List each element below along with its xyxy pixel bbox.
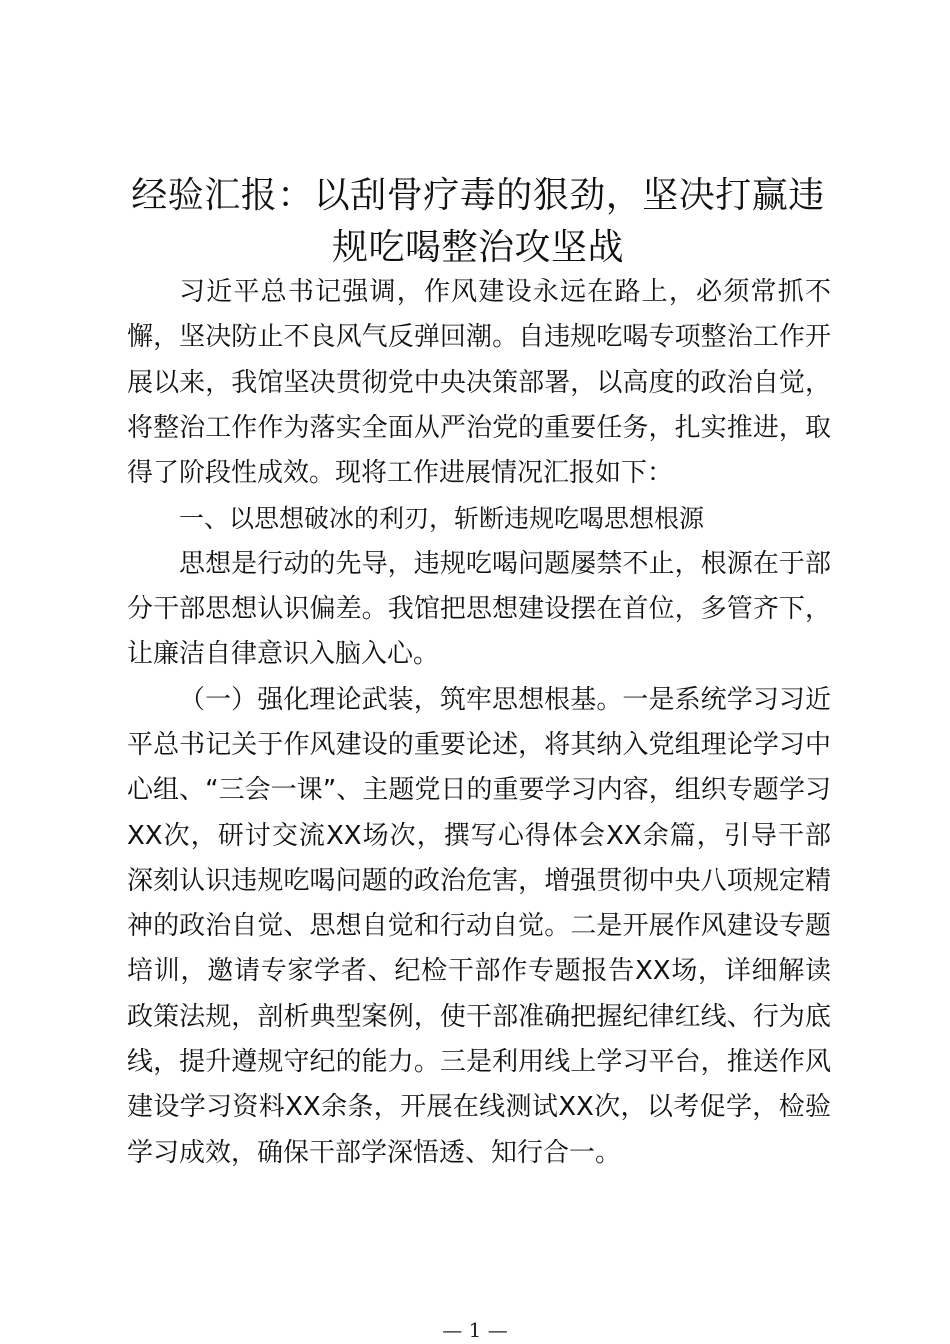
document-body <box>127 270 831 1176</box>
subsection-paragraph: （一）强化理论武装，筑牢思想根基。一是系统学习习近平总书记关于作风建设的重要论述，将其纳入党组理论学习中心组、“三会一课”、主题党日的重要学习内容，组织专题学习XX次，研讨交流XX场次，撰写心得体会XX余篇，引导干部深刻认识违规吃喝问题的政治危害，增强贯彻中央八项规定精神的政治自觉、思想自觉和行动自觉。二是开展作风建设专题培训，邀请专家学者、纪检干部作专题报告XX场，详细解读政策法规，剖析典型案例，使干部准确把握纪律红线、行为底线，提升遵规守纪的能力。三是利用线上学习平台，推送作风建设学习资料XX余条，开展在线测试XX次，以考促学，检验学习成效，确保干部学深悟透、知行合一。 <box>127 684 831 1168</box>
section-heading: 一、以思想破冰的利刃，斩断违规吃喝思想根源 <box>179 504 705 534</box>
intro-paragraph: 习近平总书记强调，作风建设永远在路上，必须常抓不懈，坚决防止不良风气反弹回潮。自违规吃喝专项整治工作开展以来，我馆坚决贯彻党中央决策部署，以高度的政治自觉，将整治工作作为落实全面从严治党的重要任务，扎实推进，取得了阶段性成效。现将工作进展情况汇报如下： <box>127 277 831 489</box>
page-number: — 1 — <box>442 1318 508 1342</box>
document-title: 经验汇报：以刮骨疗毒的狠劲，坚决打赢违规吃喝整治攻坚战 <box>131 175 825 268</box>
section-intro-paragraph: 思想是行动的先导，违规吃喝问题屡禁不止，根源在于部分干部思想认识偏差。我馆把思想建设摆在首位，多管齐下，让廉洁自律意识入脑入心。 <box>127 548 831 670</box>
